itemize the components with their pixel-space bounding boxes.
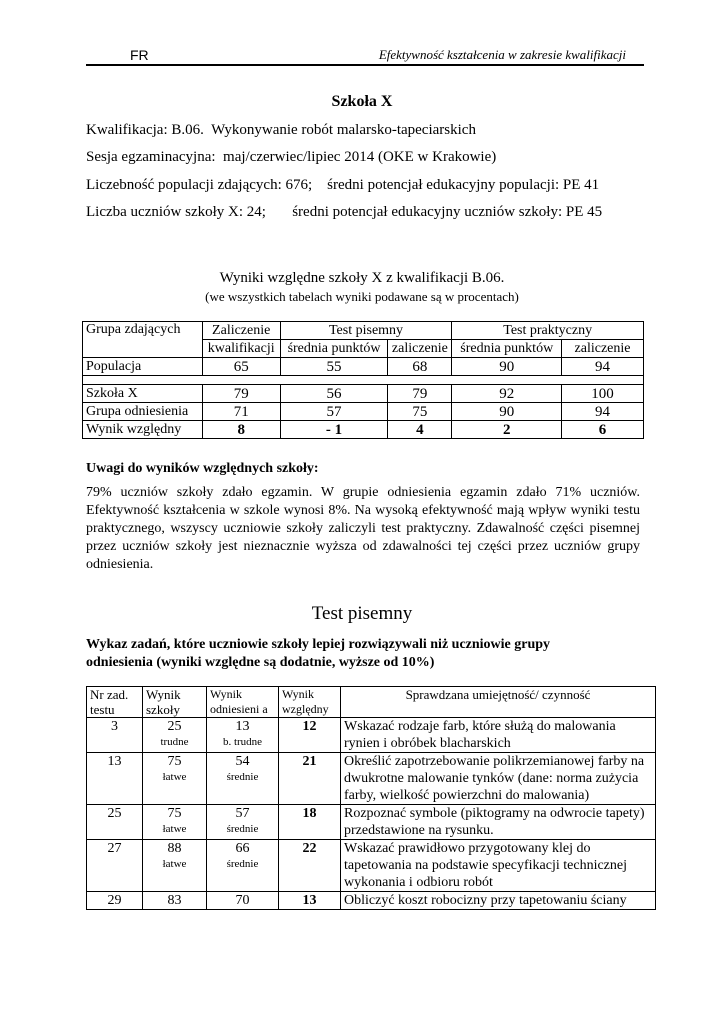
table-row [87, 718, 656, 753]
th-nr: Nr zad. testu [87, 687, 143, 718]
cell: 79 [202, 385, 280, 403]
th-test-pisemny: Test pisemny [280, 322, 452, 340]
cell: 92 [452, 385, 562, 403]
cell-nr: 13 [87, 753, 143, 805]
cell-wzgledny: 18 [279, 805, 341, 840]
table-row [87, 840, 656, 892]
table-row [83, 358, 644, 376]
th-zaliczenie-praktyczny: zaliczenie [562, 340, 644, 358]
cell: 68 [388, 358, 452, 376]
th-wynik-odniesienia: Wynik odniesieni a [207, 687, 279, 718]
section-title: Test pisemny [311, 603, 413, 624]
cell-wzgledny: 21 [279, 753, 341, 805]
cell-szkola [143, 753, 207, 805]
row-label: Wynik względny [83, 421, 203, 439]
value: 25 [167, 719, 182, 734]
results-table [82, 321, 644, 439]
cell-szkola [143, 892, 207, 910]
cell-umiejetnosc: Rozpoznać symbole (piktogramy na odwrocie tapety) przedstawione na rysunku. [341, 805, 656, 840]
th-zaliczenie: Zaliczenie [202, 322, 280, 340]
header-right: Efektywność kształcenia w zakresie kwalifikacji [378, 47, 626, 62]
tasks-heading: Wykaz zadań, które uczniowie szkoły lepiej rozwiązywali niż uczniowie grupy odniesienia (wyniki względne są dodatnie, wyższe od 10%) [86, 637, 551, 670]
row-label: Populacja [83, 358, 203, 376]
value: 66 [235, 841, 250, 856]
cell-odniesienie [207, 840, 279, 892]
difficulty: średnie [226, 771, 259, 783]
cell: 79 [388, 385, 452, 403]
difficulty: średnie [226, 823, 259, 835]
difficulty: b. trudne [222, 736, 263, 748]
cell-wzgledny: 12 [279, 718, 341, 753]
difficulty: średnie [226, 858, 259, 870]
table-row [83, 385, 644, 403]
th-group: Grupa zdających [83, 322, 203, 358]
page-title: Szkoła X [331, 93, 393, 110]
info-szkola: Liczba uczniów szkoły X: 24; średni potencjał edukacyjny uczniów szkoły: PE 45 [86, 204, 603, 220]
info-kwalifikacja: Kwalifikacja: B.06. Wykonywanie robót malarsko-tapeciarskich [86, 122, 476, 138]
info-sesja: Sesja egzaminacyjna: maj/czerwiec/lipiec 2014 (OKE w Krakowie) [86, 149, 497, 165]
cell: 90 [452, 358, 562, 376]
difficulty: łatwe [162, 858, 187, 870]
table-row [87, 805, 656, 840]
cell-wzgledny: 13 [279, 892, 341, 910]
value: 13 [235, 719, 250, 734]
value: 75 [167, 754, 182, 769]
cell-szkola [143, 805, 207, 840]
value: 57 [235, 806, 250, 821]
notes-paragraph: 79% uczniów szkoły zdało egzamin. W grupie odniesienia egzamin zdało 71% uczniów. Efektywność kształcenia w szkole wynosi 8%. Na wysoką efektywność mają wpływ wyniki testu praktycznego, wszyscy uczniowie szkoły zaliczyli test praktyczny. Zdawalność części pisemnej przez uczniów szkoły jest nieznacznie wyższa od zdawalności tej części przez uczniów grupy odniesienia. [86, 485, 640, 572]
value: 88 [167, 841, 182, 856]
cell-umiejetnosc: Określić zapotrzebowanie polikrzemianowej farby na dwukrotne malowanie tynków (dane: norma zużycia farby, wielkość powierzchni do malowania) [341, 753, 656, 805]
value: 83 [167, 893, 182, 908]
th-srednia-pisemny: średnia punktów [280, 340, 388, 358]
difficulty: łatwe [162, 771, 187, 783]
cell: 4 [388, 421, 452, 439]
cell-szkola [143, 840, 207, 892]
cell-nr: 27 [87, 840, 143, 892]
cell: 57 [280, 403, 388, 421]
cell-umiejetnosc: Wskazać prawidłowo przygotowany klej do tapetowania na podstawie specyfikacji technicznej wykonania i odbioru robót [341, 840, 656, 892]
th-zaliczenie-pisemny: zaliczenie [388, 340, 452, 358]
cell: 94 [562, 403, 644, 421]
row-label: Szkoła X [83, 385, 203, 403]
cell: 2 [452, 421, 562, 439]
cell: - 1 [280, 421, 388, 439]
cell: 90 [452, 403, 562, 421]
table-row [83, 403, 644, 421]
table-row [87, 892, 656, 910]
table1-subcaption: (we wszystkich tabelach wyniki podawane są w procentach) [205, 289, 519, 304]
header-left: FR [130, 47, 149, 63]
cell: 6 [562, 421, 644, 439]
cell-wzgledny: 22 [279, 840, 341, 892]
tasks-table [86, 686, 656, 910]
cell-nr: 3 [87, 718, 143, 753]
cell-odniesienie [207, 805, 279, 840]
cell-odniesienie [207, 753, 279, 805]
cell-odniesienie [207, 892, 279, 910]
cell-odniesienie [207, 718, 279, 753]
th-test-praktyczny: Test praktyczny [452, 322, 644, 340]
cell: 55 [280, 358, 388, 376]
notes-heading: Uwagi do wyników względnych szkoły: [86, 461, 319, 476]
cell-umiejetnosc: Obliczyć koszt robocizny przy tapetowaniu ściany [341, 892, 656, 910]
difficulty: trudne [160, 736, 189, 748]
value: 75 [167, 806, 182, 821]
th-wynik-wzgledny: Wynik względny [279, 687, 341, 718]
info-populacja: Liczebność populacji zdających: 676; średni potencjał edukacyjny populacji: PE 41 [86, 177, 600, 193]
value: 54 [235, 754, 250, 769]
value: 70 [235, 893, 250, 908]
cell-umiejetnosc: Wskazać rodzaje farb, które służą do malowania rynien i obróbek blacharskich [341, 718, 656, 753]
cell: 94 [562, 358, 644, 376]
cell: 65 [202, 358, 280, 376]
cell-nr: 25 [87, 805, 143, 840]
th-wynik-szkoly: Wynik szkoły [143, 687, 207, 718]
cell: 8 [202, 421, 280, 439]
table-row [83, 421, 644, 439]
cell: 100 [562, 385, 644, 403]
cell: 75 [388, 403, 452, 421]
cell-szkola [143, 718, 207, 753]
cell: 71 [202, 403, 280, 421]
table1-caption: Wyniki względne szkoły X z kwalifikacji B.06. [219, 270, 505, 286]
table-row [87, 753, 656, 805]
spacer-row [83, 376, 644, 385]
cell-nr: 29 [87, 892, 143, 910]
th-kwalifikacji: kwalifikacji [202, 340, 280, 358]
difficulty: łatwe [162, 823, 187, 835]
th-umiejetnosc: Sprawdzana umiejętność/ czynność [341, 687, 656, 718]
page-header [86, 42, 644, 66]
th-srednia-praktyczny: średnia punktów [452, 340, 562, 358]
row-label: Grupa odniesienia [83, 403, 203, 421]
cell: 56 [280, 385, 388, 403]
